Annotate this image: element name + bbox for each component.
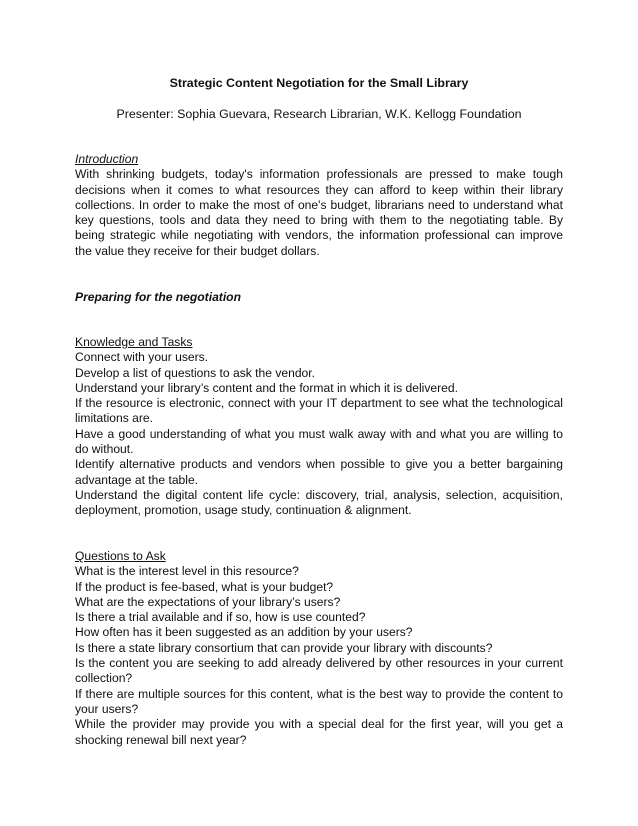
- question-item: Is there a trial available and if so, how is use counted?: [75, 610, 366, 625]
- question-item: If the product is fee-based, what is your budget?: [75, 579, 334, 594]
- knowledge-item: Understand your library’s content and the format in which it is delivered.: [75, 380, 458, 395]
- questions-section: [75, 549, 563, 748]
- knowledge-section: [75, 335, 563, 519]
- introduction-section: [75, 152, 563, 259]
- preparing-section: [75, 290, 563, 305]
- knowledge-item: If the resource is electronic, connect with your IT department to see what the technological limitations are.: [75, 396, 563, 426]
- knowledge-item: Identify alternative products and vendors when possible to give you a better bargaining advantage at the table.: [75, 457, 563, 487]
- question-item: Is there a state library consortium that can provide your library with discounts?: [75, 640, 493, 655]
- introduction-text: With shrinking budgets, today's information professionals are pressed to make tough decisions when it comes to what resources they can afford to keep within their library collections. In order to make the most of one's budget, librarians need to understand what key questions, tools and data they need to bring with them to the negotiating table. By being strategic while negotiating with vendors, the information professional can improve the value they receive for their budget dollars.: [75, 167, 563, 258]
- knowledge-heading: Knowledge and Tasks: [75, 335, 193, 349]
- knowledge-item: Have a good understanding of what you must walk away with and what you are willing to do without.: [75, 426, 563, 457]
- question-item: How often has it been suggested as an addition by your users?: [75, 625, 413, 640]
- knowledge-item: Connect with your users.: [75, 350, 209, 365]
- question-item: While the provider may provide you with a special deal for the first year, will you get a shocking renewal bill next year?: [75, 717, 563, 747]
- question-item: If there are multiple sources for this content, what is the best way to provide the content to your users?: [75, 686, 563, 716]
- introduction-heading: Introduction: [75, 152, 139, 166]
- question-item: What is the interest level in this resource?: [75, 564, 299, 579]
- question-item: Is the content you are seeking to add already delivered by other resources in your current collection?: [75, 656, 563, 686]
- knowledge-item: Develop a list of questions to ask the vendor.: [75, 365, 316, 380]
- presenter-line: Presenter: Sophia Guevara, Research Librarian, W.K. Kellogg Foundation: [116, 107, 522, 121]
- question-item: What are the expectations of your library’s users?: [75, 594, 341, 609]
- knowledge-item: Understand the digital content life cycle: discovery, trial, analysis, selection, acquisition, deployment, promotion, usage study, continuation & alignment.: [75, 487, 563, 518]
- document-title: Strategic Content Negotiation for the Small Library: [169, 76, 469, 90]
- preparing-heading: Preparing for the negotiation: [75, 290, 241, 304]
- questions-heading: Questions to Ask: [75, 549, 166, 563]
